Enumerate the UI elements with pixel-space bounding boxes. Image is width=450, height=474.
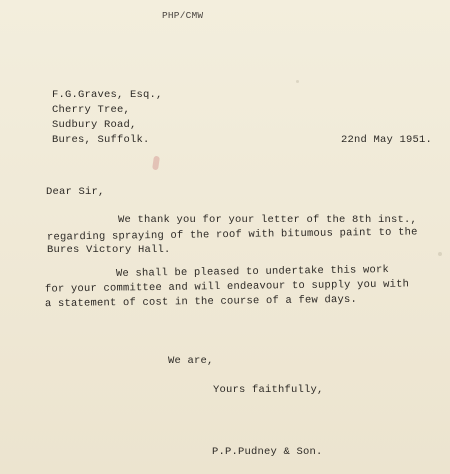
paper-spot bbox=[438, 252, 442, 256]
paragraph-line: We thank you for your letter of the 8th inst., bbox=[118, 214, 418, 226]
closing-yours-faithfully: Yours faithfully, bbox=[213, 384, 324, 396]
recipient-address-line: Bures, Suffolk. bbox=[52, 134, 150, 146]
paragraph-line: Bures Victory Hall. bbox=[47, 244, 171, 256]
paragraph-line: for your committee and will endeavour to supply you with bbox=[44, 278, 410, 296]
paragraph-line: regarding spraying of the roof with bitumous paint to the bbox=[46, 226, 418, 244]
paper-spot bbox=[296, 80, 299, 83]
salutation: Dear Sir, bbox=[46, 186, 105, 198]
recipient-address-line: Sudbury Road, bbox=[52, 119, 137, 131]
recipient-address-line: Cherry Tree, bbox=[52, 104, 131, 116]
paragraph-line: We shall be pleased to undertake this work bbox=[115, 264, 390, 280]
signature-line: P.P.Pudney & Son. bbox=[212, 446, 323, 458]
reference-code: PHP/CMW bbox=[162, 10, 204, 21]
recipient-name: F.G.Graves, Esq., bbox=[52, 89, 163, 101]
closing-we-are: We are, bbox=[168, 355, 214, 367]
letter-date: 22nd May 1951. bbox=[341, 134, 433, 146]
paragraph-line: a statement of cost in the course of a few days. bbox=[44, 293, 358, 311]
red-mark bbox=[152, 156, 160, 171]
